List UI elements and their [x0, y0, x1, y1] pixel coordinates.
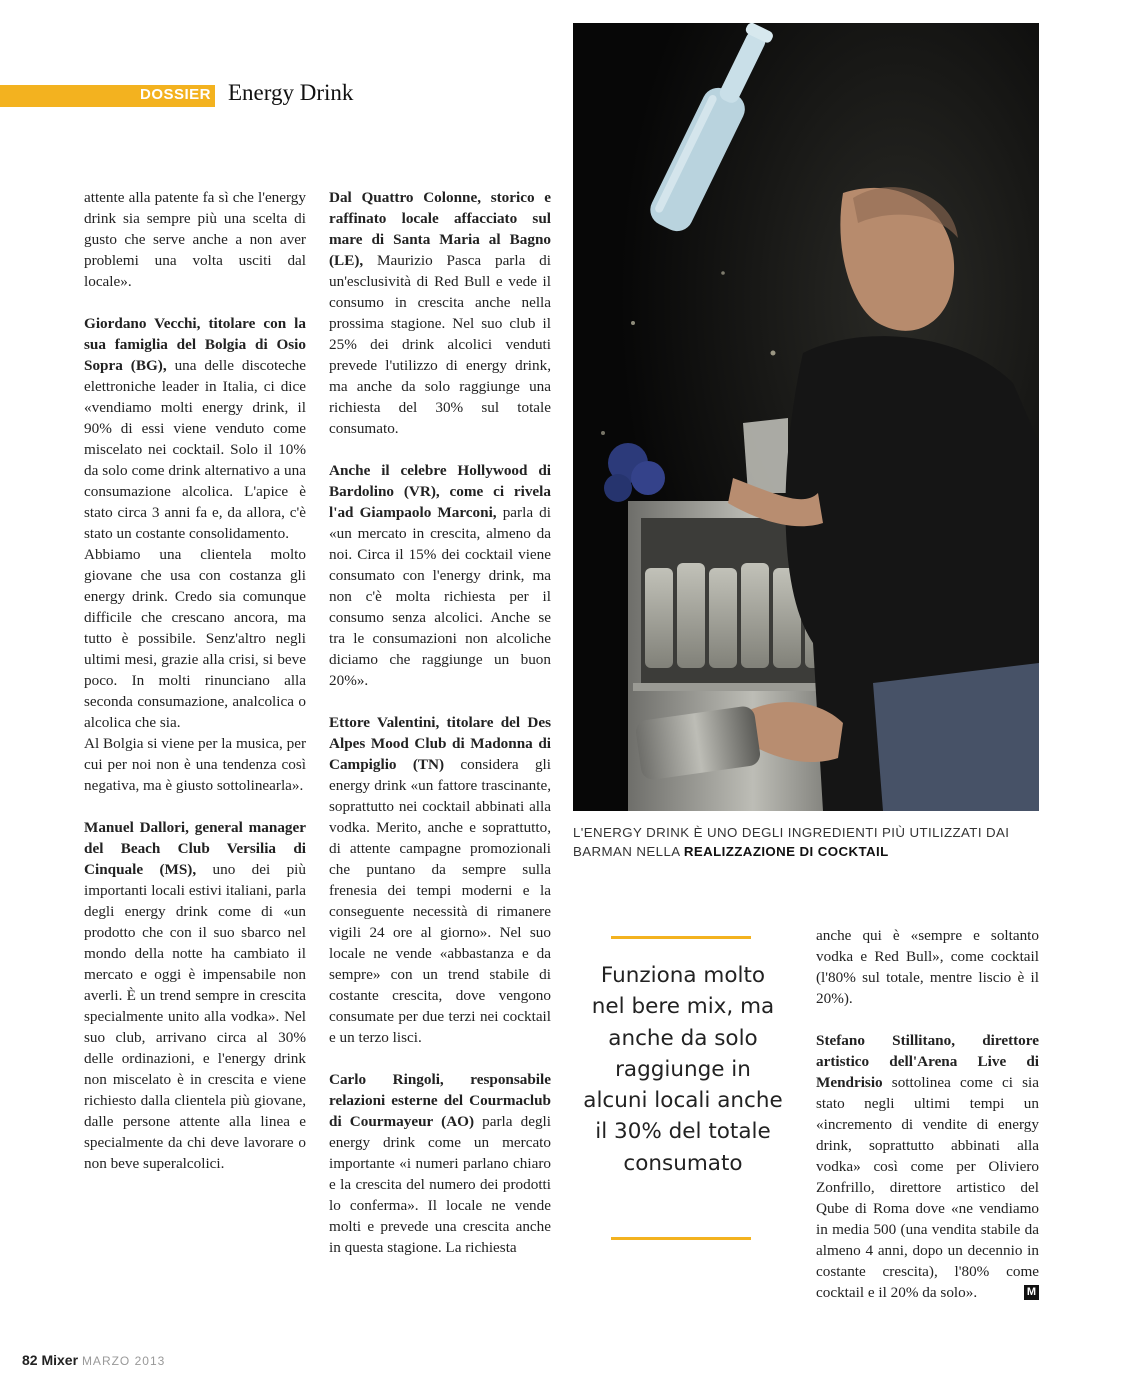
lead-in: Anche il celebre Hollywood di Bardolino (VR), come ci rivela l'ad Giampaolo Marconi, [329, 462, 551, 521]
paragraph: anche qui è «sempre e soltanto vodka e Red Bull», come cocktail (l'80% sul totale, mentre liscio è il 20%). [816, 927, 1039, 1007]
page-number: 82 [22, 1352, 38, 1368]
end-mark-icon: M [1024, 1285, 1039, 1300]
text-column-2 [329, 187, 551, 1258]
paragraph: Ettore Valentini, titolare del Des Alpes Mood Club di Madonna di Campiglio (TN) considera gli energy drink «un fattore trascinante, soprattutto nei cocktail abbinati alla vodka. Merito, anche e soprattutto, di attente campagne promozionali che puntano da sempre sulla frenesia dei tempi moderni e la conseguente necessità di rimanere vigili 24 ore al giorno». Nel suo locale ne vende «abbastanza e da sempre» con un trend stabile di costante crescita, dove vengono consumate per due terzi nei cocktail e un terzo lisci. [329, 714, 552, 1046]
paragraph: Stefano Stillitano, direttore artistico dell'Arena Live di Mendrisio sottolinea come ci sia stato negli ultimi tempi un «incremento di vendite di energy drink, soprattutto abbinati alla vodka» così come per Oliviero Zonfrillo, direttore artistico del Qube di Roma dove «ne vendiamo in media 500 (una vendita stabile da almeno 4 anni, dopo un decennio in costante crescita), l'80% come cocktail e il 20% da solo». M [816, 1032, 1039, 1301]
page-title: Energy Drink [228, 80, 354, 105]
paragraph: attente alla patente fa sì che l'energy drink sia sempre più una scelta di gusto che serve anche a non aver problemi una volta usciti dal locale». [84, 189, 306, 290]
paragraph: Al Bolgia si viene per la musica, per cui per noi non è una tendenza così negativa, ma è giusto sottolinearla». [84, 735, 306, 794]
paragraph: Manuel Dallori, general manager del Beach Club Versilia di Cinquale (MS), uno dei più importanti locali estivi italiani, parla degli energy drink come di «un prodotto che con il suo sbarco nel mondo della notte ha cambiato il mercato e oggi è impensabile non averli. È un trend sempre in crescita specialmente unito alla vodka». Nel suo club, arrivano circa al 30% delle ordinazioni, e l'energy drink non miscelato è in crescita e viene richiesto dalla clientela più giovane, dalle persone attente alla linea e specialmente da chi deve lavorare o non beve superalcolici. [84, 819, 307, 1172]
lead-in: Giordano Vecchi, titolare con la sua famiglia del Bolgia di Osio Sopra (BG), [84, 315, 306, 374]
lead-in: Ettore Valentini, titolare del Des Alpes Mood Club di Madonna di Campiglio (TN) [329, 714, 551, 773]
page-footer [22, 1352, 165, 1368]
lead-in: Manuel Dallori, general manager del Beach Club Versilia di Cinquale (MS), [84, 819, 306, 878]
photo-barman [573, 23, 1039, 811]
text-column-3 [816, 925, 1039, 1303]
magazine-name: Mixer [41, 1352, 79, 1368]
pullquote-rule-top [611, 936, 751, 939]
lead-in: Dal Quattro Colonne, storico e raffinato locale affacciato sul mare di Santa Maria al Bagno (LE), [329, 189, 551, 269]
lead-in: Stefano Stillitano, direttore artistico dell'Arena Live di Mendrisio [816, 1032, 1039, 1091]
photo-caption: L'ENERGY DRINK È UNO DEGLI INGREDIENTI PIÙ UTILIZZATI DAI BARMAN NELLA REALIZZAZIONE DI COCKTAIL [573, 825, 1010, 859]
pullquote-rule-bottom [611, 1237, 751, 1240]
paragraph: Anche il celebre Hollywood di Bardolino (VR), come ci rivela l'ad Giampaolo Marconi, parla di «un mercato in crescita, almeno da noi. Circa il 15% dei cocktail viene consumato con l'energy drink, ma non c'è molta richiesta per il consumo senza alcolici. Anche se tra le consumazioni non alcoliche diciamo che raggiunge un buon 20%». [329, 462, 551, 689]
text-column-1 [84, 187, 306, 1174]
paragraph: Carlo Ringoli, responsabile relazioni esterne del Courmaclub di Courmayeur (AO) parla degli energy drink come un mercato importante «i numeri parlano chiaro e la crescita del numero dei prodotti lo conferma». Il locale ne vende molti e prevede una crescita anche in questa stagione. La richiesta [329, 1071, 551, 1256]
section-tag: DOSSIER [140, 86, 212, 103]
paragraph: Abbiamo una clientela molto giovane che usa con costanza gli energy drink. Credo sia comunque difficile che crescano ancora, ma tutto è possibile. Senz'altro negli ultimi mesi, grazie alla crisi, si beve poco. In molti rinunciano alla seconda consumazione, analcolica o alcolica che sia. [84, 546, 306, 731]
photo-illustration [573, 23, 1039, 811]
paragraph: Dal Quattro Colonne, storico e raffinato locale affacciato sul mare di Santa Maria al Bagno (LE), Maurizio Pasca parla di un'esclusività di Red Bull e vede il consumo in crescita anche nella prossima stagione. Nel suo club il 25% dei drink alcolici venduti prevede l'utilizzo di energy drink, ma anche da solo raggiunge una richiesta del 30% sul totale consumato. [329, 189, 551, 437]
lead-in: Carlo Ringoli, responsabile relazioni esterne del Courmaclub di Courmayeur (AO) [329, 1071, 551, 1130]
paragraph: Giordano Vecchi, titolare con la sua famiglia del Bolgia di Osio Sopra (BG), una delle discoteche elettroniche leader in Italia, ci dice «vendiamo molti energy drink, il 90% di essi viene venduto come miscelato nei cocktail. Solo il 10% da solo come drink alternativo a una consumazione alcolica. L'apice è stato circa 3 anni fa e, da allora, c'è stato un costante consolidamento. [84, 315, 306, 542]
issue-date: MARZO 2013 [81, 1354, 166, 1368]
pullquote: Funziona molto nel bere mix, ma anche da solo raggiunge in alcuni locali anche il 30% del totale consumato [583, 963, 783, 1176]
